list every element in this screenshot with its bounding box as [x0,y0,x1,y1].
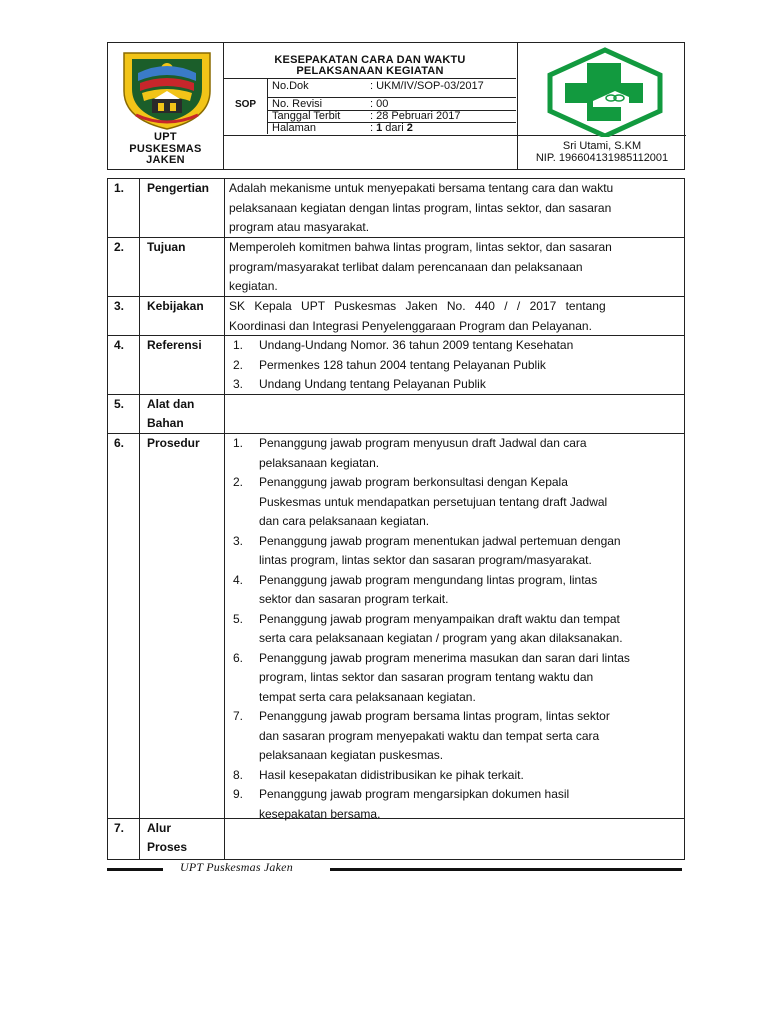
meta-page [268,122,516,134]
org-name-line: JAKEN [146,154,185,166]
list-text: Puskesmas untuk mendapatkan persetujuan tentang draft Jadwal [259,494,608,509]
row-text-line: pelaksanaan kegiatan dengan lintas program, lintas sektor, dan sasaran [229,200,612,215]
row-label: Bahan [147,416,184,430]
row-label: Tujuan [147,240,186,254]
row-text-line: program atau masyarakat. [229,220,370,234]
list-text: Penanggung jawab program menerima masukan dan saran dari lintas [259,650,630,665]
list-number: 7. [233,709,244,723]
list-text: Undang-Undang Nomor. 36 tahun 2009 tentang Kesehatan [259,338,574,352]
meta-value [370,122,413,134]
list-text: Hasil kesepakatan didistribusikan ke pihak terkait. [259,767,524,782]
meta-label: Halaman [272,122,317,134]
row-label: Pengertian [147,181,210,195]
meta-doc-number [268,80,516,92]
list-text: pelaksanaan kegiatan puskesmas. [259,748,444,762]
document-title [224,55,516,77]
divider [224,179,225,859]
puskesmas-cross-icon [545,47,665,137]
list-number: 4. [233,572,244,587]
row-text-line: program/masyarakat terlibat dalam perencanaan dan pelaksanaan [229,259,583,274]
meta-value: : 00 [370,98,389,110]
meta-label: No. Revisi [272,98,323,110]
row-text-line: Adalah mekanisme untuk menyepakati bersama tentang cara dan waktu [229,181,614,195]
row-number: 2. [114,240,125,254]
list-number: 3. [233,377,244,391]
org-name-line: UPT [154,131,177,143]
list-text: dan sasaran program menyepakati waktu dan tempat serta cara [259,728,600,743]
list-number: 1. [233,338,244,352]
list-text: Undang Undang tentang Pelayanan Publik [259,377,486,391]
row-text-line: Koordinasi dan Integrasi Penyelenggaraan Program dan Pelayanan. [229,318,592,333]
divider [224,78,516,79]
list-text: program, lintas sektor dan sasaran program tentang waktu dan [259,670,594,684]
list-text: Permenkes 128 tahun 2004 tentang Pelayanan Publik [259,357,546,372]
list-text: Penanggung jawab program menyampaikan draft waktu dan tempat [259,611,620,626]
list-text: serta cara pelaksanaan kegiatan / program yang akan dilaksanakan. [259,631,623,645]
row-label: Prosedur [147,436,200,450]
list-text: kesepakatan bersama. [259,806,381,821]
meta-value: : 28 Pebruari 2017 [370,110,461,122]
list-text: dan cara pelaksanaan kegiatan. [259,514,430,528]
row-number: 3. [114,299,125,313]
list-text: lintas program, lintas sektor dan sasaran program/masyarakat. [259,553,592,567]
row-label: Proses [147,840,188,854]
row-number: 5. [114,397,125,411]
list-text: Penanggung jawab program menentukan jadwal pertemuan dengan [259,533,621,548]
list-number: 5. [233,611,244,626]
list-number: 8. [233,767,244,782]
footer-rule [107,868,163,871]
list-number: 2. [233,475,244,489]
row-number: 7. [114,821,125,835]
row-number: 1. [114,181,125,195]
list-text: tempat serta cara pelaksanaan kegiatan. [259,689,476,704]
footer-text: UPT Puskesmas Jaken [180,860,293,874]
list-number: 1. [233,436,244,450]
meta-issue-date [268,110,516,122]
sop-label: SOP [234,99,257,110]
page-number: 1 [376,122,383,134]
row-label: Alur [147,821,171,835]
row-text-line: Memperoleh komitmen bahwa lintas program, lintas sektor, dan sasaran [229,240,612,254]
signatory-nip: NIP. 196604131985112001 [535,152,669,164]
regency-crest-icon [118,47,216,131]
row-number: 4. [114,338,125,352]
list-text: Penanggung jawab program menyusun draft Jadwal dan cara [259,436,587,450]
list-text: Penanggung jawab program mengundang lintas program, lintas [259,572,598,587]
signatory-name: Sri Utami, S.KM [562,140,642,152]
sop-content-table [107,178,685,860]
org-name [108,132,223,167]
meta-label: Tanggal Terbit [272,110,341,122]
title-line: KESEPAKATAN CARA DAN WAKTU [274,54,466,66]
list-text: Penanggung jawab program berkonsultasi dengan Kepala [259,475,568,489]
title-line: PELAKSANAAN KEGIATAN [296,65,444,77]
divider [139,179,140,859]
meta-label: No.Dok [272,80,309,92]
footer-rule [330,868,682,871]
page-separator: dari [382,122,407,134]
page-prefix: : [370,122,377,134]
row-label: Referensi [147,338,202,352]
meta-revision [268,98,516,110]
list-text: pelaksanaan kegiatan. [259,455,380,470]
list-text: Penanggung jawab program mengarsipkan dokumen hasil [259,787,570,801]
org-name-line: PUSKESMAS [129,142,202,155]
row-label: Alat dan [147,397,195,411]
meta-value: : UKM/IV/SOP-03/2017 [370,80,484,92]
list-number: 9. [233,787,244,801]
document-header [107,42,685,170]
page-total: 2 [406,122,413,134]
list-text: sektor dan sasaran program terkait. [259,592,449,606]
row-text-line: SK Kepala UPT Puskesmas Jaken No. 440 / / 2017 tentang [229,299,606,313]
row-number: 6. [114,436,125,450]
list-text: Penanggung jawab program bersama lintas program, lintas sektor [259,709,610,723]
row-text-line: kegiatan. [229,279,278,293]
list-number: 2. [233,357,244,372]
row-label: Kebijakan [147,299,204,313]
list-number: 3. [233,533,244,548]
list-number: 6. [233,650,244,665]
